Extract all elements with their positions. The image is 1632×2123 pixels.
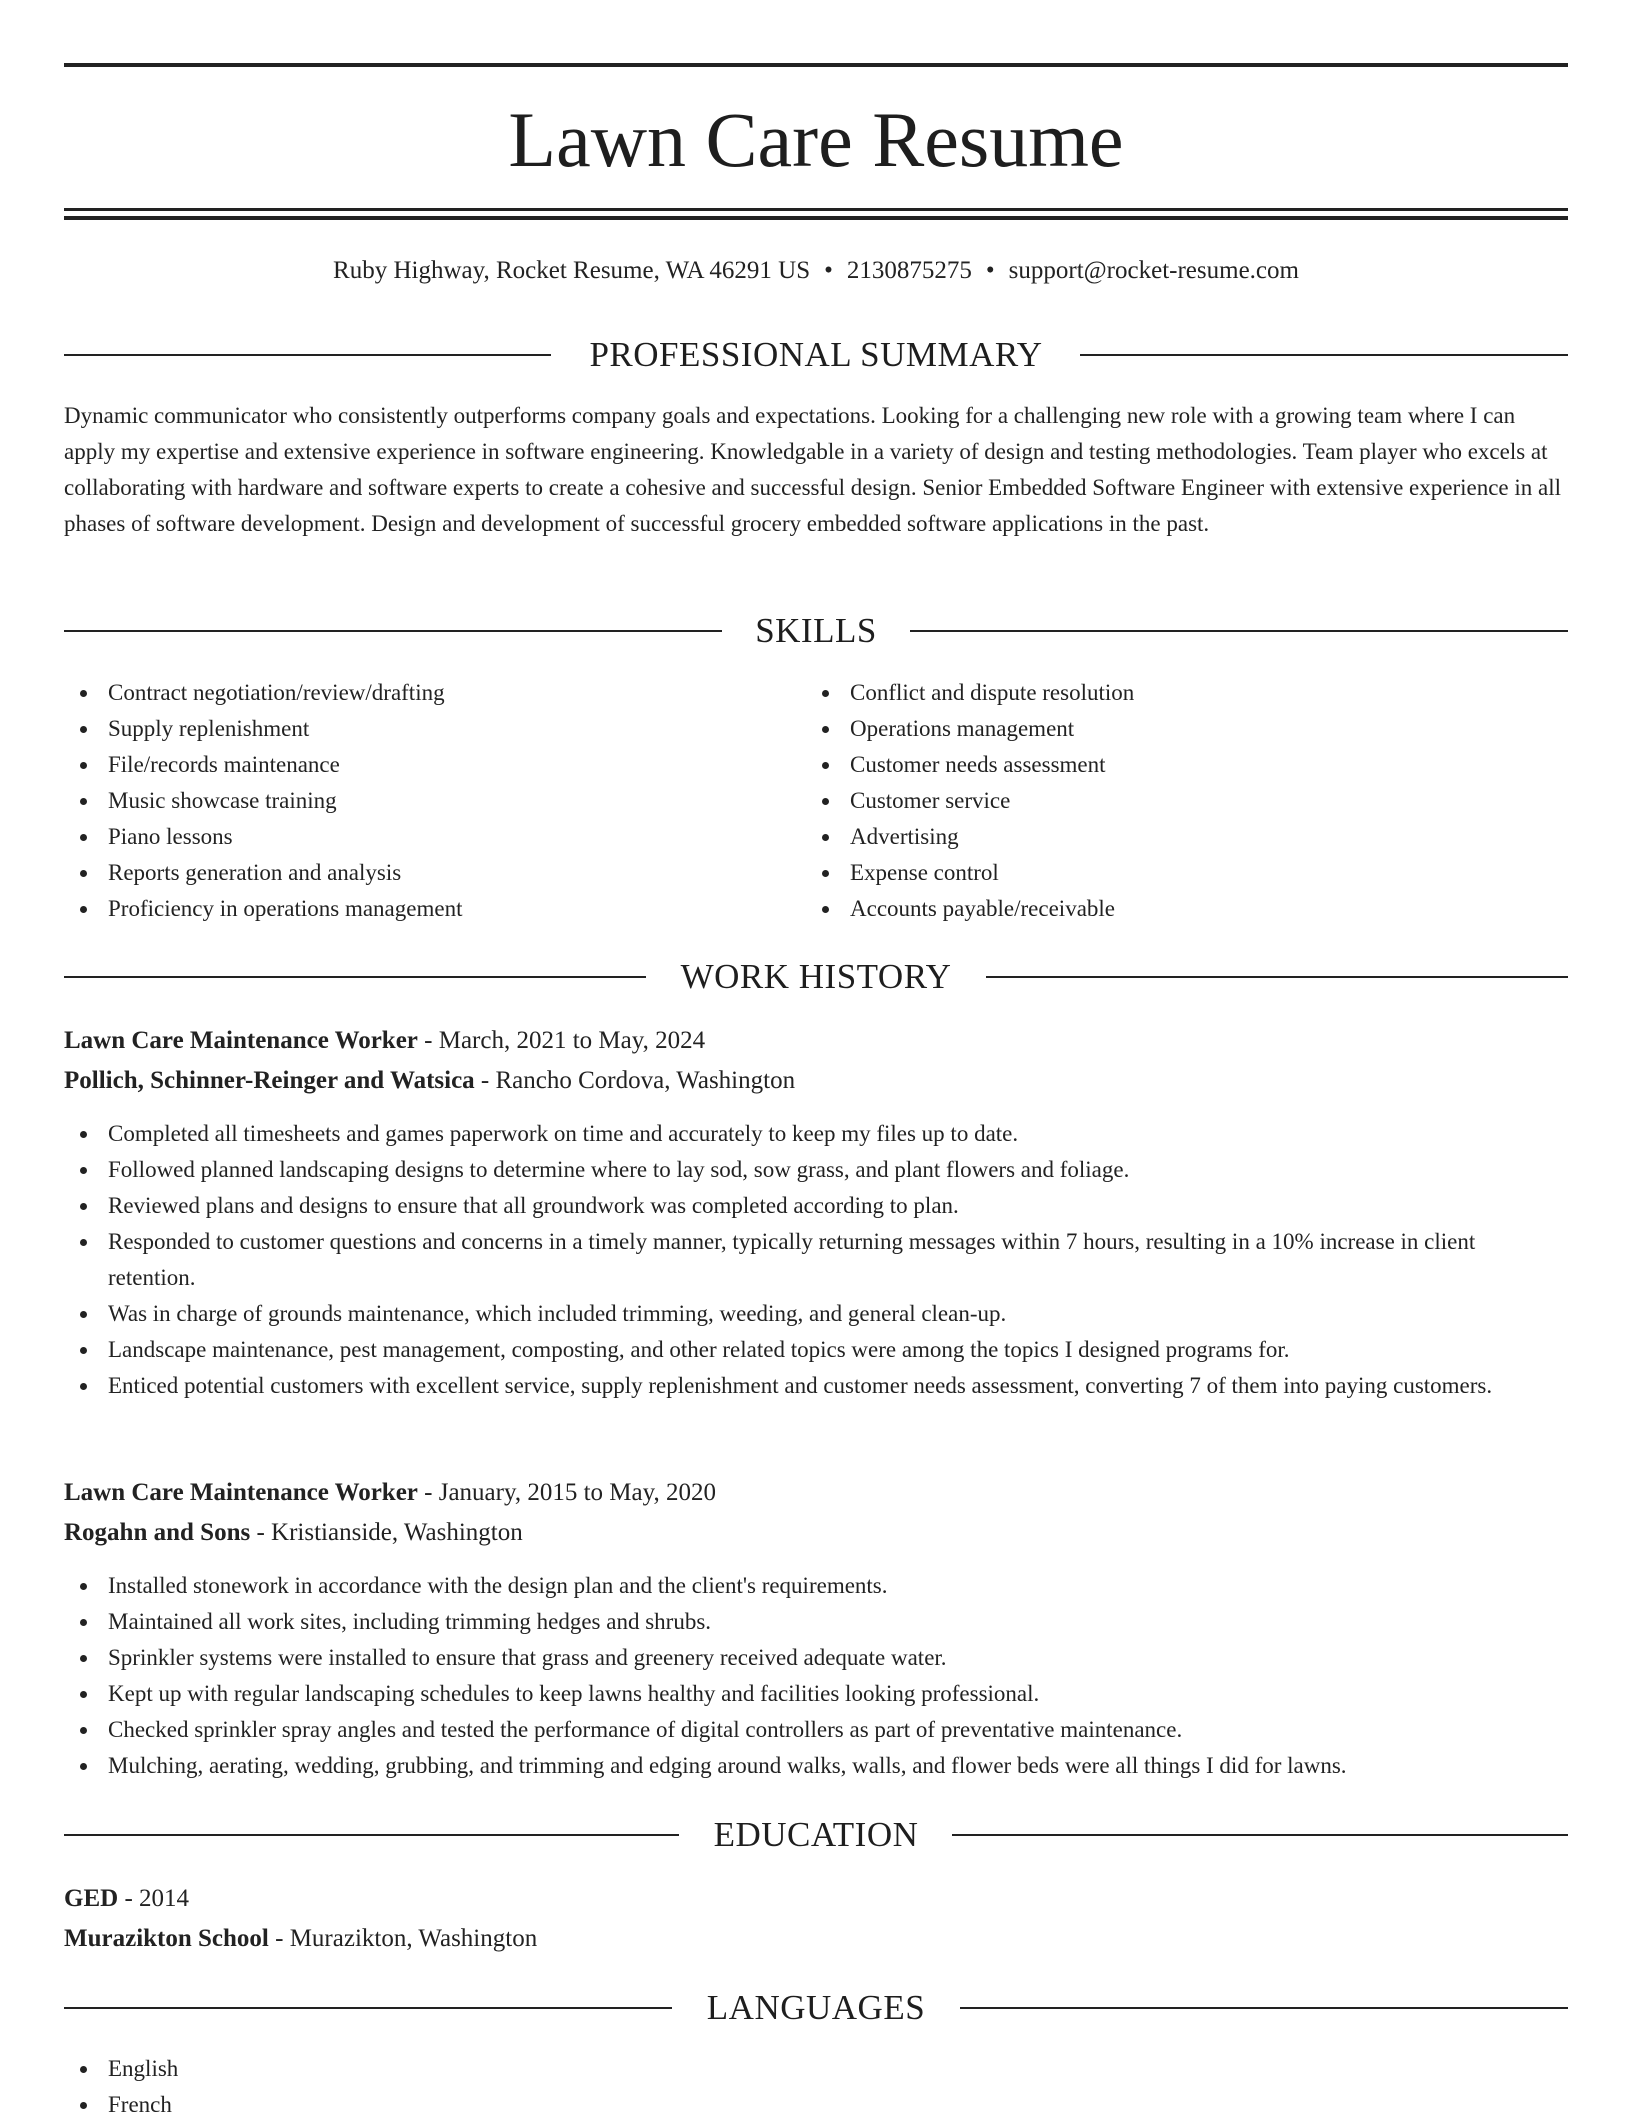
education-degree-line — [64, 1879, 1568, 1919]
job-dates: - January, 2015 to May, 2020 — [417, 1479, 717, 1506]
section-heading-languages — [64, 1986, 1568, 2030]
language-item: French — [64, 2087, 764, 2123]
job-duty: Responded to customer questions and concerns in a timely manner, typically returning messages within 7 hours, resulting in a 10% increase in client retention. — [64, 1224, 1568, 1296]
professional-summary: Dynamic communicator who consistently outperforms company goals and expectations. Looking for a challenging new role with a growing team where I can apply my expertise and extensive experience in software engineering. Knowledgable in a variety of design and testing methodologies. Team player who excels at collaborating with hardware and software experts to create a cohesive and successful design. Senior Embedded Software Engineer with extensive experience in all phases of software development. Design and development of successful grocery embedded software applications in the past. — [64, 403, 1561, 536]
resume-title: Lawn Care Resume — [508, 96, 1124, 183]
skill-item: File/records maintenance — [64, 747, 804, 783]
contact-separator: • — [985, 257, 995, 284]
skill-item: Supply replenishment — [64, 711, 804, 747]
job-duty: Landscape maintenance, pest management, composting, and other related topics were among the topics I designed programs for. — [64, 1332, 1568, 1368]
section-title: SKILLS — [755, 611, 877, 650]
job-title-line — [64, 1473, 1568, 1513]
job-company: Pollich, Schinner-Reinger and Watsica — [64, 1067, 475, 1094]
languages-list — [64, 2051, 764, 2123]
job-location: - Kristianside, Washington — [250, 1519, 523, 1546]
job-duty: Checked sprinkler spray angles and tested the performance of digital controllers as part of preventative maintenance. — [64, 1712, 1568, 1748]
skill-item: Expense control — [806, 855, 1566, 891]
job-duty: Followed planned landscaping designs to determine where to lay sod, sow grass, and plant flowers and foliage. — [64, 1152, 1568, 1188]
job-company-line — [64, 1513, 1568, 1553]
skills-list-right — [806, 675, 1566, 927]
job-duty: Mulching, aerating, wedding, grubbing, and trimming and edging around walks, walls, and flower beds were all things I did for lawns. — [64, 1748, 1568, 1784]
section-title: EDUCATION — [713, 1815, 919, 1854]
title-bottom-rule-2 — [64, 216, 1568, 220]
skill-item: Conflict and dispute resolution — [806, 675, 1566, 711]
skill-item: Contract negotiation/review/drafting — [64, 675, 804, 711]
contact-phone: 2130875275 — [846, 257, 972, 284]
job-title: Lawn Care Maintenance Worker — [64, 1479, 418, 1506]
skill-item: Customer service — [806, 783, 1566, 819]
section-title: LANGUAGES — [706, 1988, 926, 2027]
contact-line — [64, 253, 1568, 289]
job-dates: - March, 2021 to May, 2024 — [417, 1027, 706, 1054]
contact-email: support@rocket-resume.com — [1008, 257, 1299, 284]
section-title: PROFESSIONAL SUMMARY — [589, 335, 1043, 374]
job-duties-list — [64, 1568, 1568, 1784]
section-heading-work-history — [64, 955, 1568, 999]
job-title: Lawn Care Maintenance Worker — [64, 1027, 418, 1054]
section-heading-summary — [64, 333, 1568, 377]
contact-address: Ruby Highway, Rocket Resume, WA 46291 US — [333, 257, 811, 284]
job-company: Rogahn and Sons — [64, 1519, 251, 1546]
skills-list-left — [64, 675, 804, 927]
skill-item: Proficiency in operations management — [64, 891, 804, 927]
skill-item: Operations management — [806, 711, 1566, 747]
job-duty: Kept up with regular landscaping schedules to keep lawns healthy and facilities looking professional. — [64, 1676, 1568, 1712]
skill-item: Customer needs assessment — [806, 747, 1566, 783]
skill-item: Accounts payable/receivable — [806, 891, 1566, 927]
job-duty: Reviewed plans and designs to ensure that all groundwork was completed according to plan. — [64, 1188, 1568, 1224]
job-duty: Completed all timesheets and games paperwork on time and accurately to keep my files up to date. — [64, 1116, 1568, 1152]
skill-item: Piano lessons — [64, 819, 804, 855]
education-year: - 2014 — [118, 1885, 190, 1912]
section-heading-skills — [64, 609, 1568, 653]
title-top-rule — [64, 63, 1568, 67]
education-school-line — [64, 1919, 1568, 1959]
job-duty: Maintained all work sites, including trimming hedges and shrubs. — [64, 1604, 1568, 1640]
language-item: English — [64, 2051, 764, 2087]
education-school: Murazikton School — [64, 1925, 269, 1952]
section-heading-education — [64, 1813, 1568, 1857]
contact-separator: • — [824, 257, 833, 284]
job-duty: Installed stonework in accordance with the design plan and the client's requirements. — [64, 1568, 1568, 1604]
section-title: WORK HISTORY — [680, 957, 952, 996]
job-duty: Enticed potential customers with excellent service, supply replenishment and customer needs assessment, converting 7 of them into paying customers. — [64, 1368, 1568, 1404]
job-duty: Sprinkler systems were installed to ensure that grass and greenery received adequate water. — [64, 1640, 1568, 1676]
skill-item: Music showcase training — [64, 783, 804, 819]
skill-item: Reports generation and analysis — [64, 855, 804, 891]
education-location: - Murazikton, Washington — [268, 1925, 538, 1952]
job-title-line — [64, 1021, 1568, 1061]
job-location: - Rancho Cordova, Washington — [474, 1067, 796, 1094]
job-duties-list — [64, 1116, 1568, 1404]
job-company-line — [64, 1061, 1568, 1101]
title-bottom-rule — [64, 208, 1568, 211]
job-duty: Was in charge of grounds maintenance, which included trimming, weeding, and general clean-up. — [64, 1296, 1568, 1332]
skill-item: Advertising — [806, 819, 1566, 855]
education-degree: GED — [64, 1885, 119, 1912]
